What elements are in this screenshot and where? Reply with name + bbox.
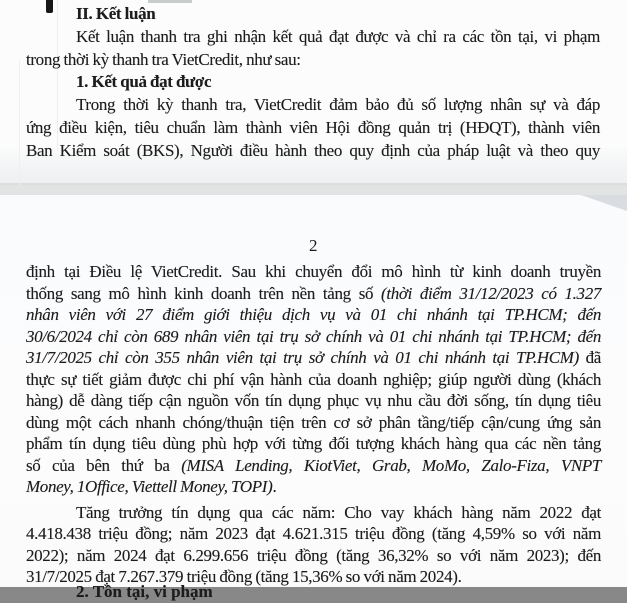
italic-text-segment: Money, 1Office, Viettell Money, TOPI) [26, 477, 273, 496]
text-segment: Kết luận thanh tra ghi nhận kết quả đạt được và chỉ ra các tồn tại, vi phạm [76, 26, 600, 46]
text-line [26, 304, 601, 326]
text-segment: hàng) dễ dàng tiếp cận nguồn vốn tín dụng phục vụ nhu cầu đời sống, tín dụng tiêu [26, 391, 601, 410]
text-line [26, 412, 601, 434]
text-segment: thực sự tiết giảm được chi phí vận hành của doanh nghiệp; giúp người dùng (khách [26, 369, 601, 389]
page-1 [0, 0, 627, 185]
text-line [26, 283, 601, 305]
text-line [26, 49, 600, 72]
text-segment: 31/7/2025 đạt 7.267.379 triệu đồng (tăng 15,36% so với năm 2024). [26, 567, 462, 586]
text-line [26, 390, 601, 412]
text-line: 2. Tồn tại, vi phạm [76, 582, 213, 601]
text-segment: 4.418.438 triệu đồng; năm 2023 đạt 4.621.315 triệu đồng (tăng 4,59% so với năm [26, 524, 601, 543]
text-line [26, 433, 601, 455]
text-line [26, 326, 601, 348]
text-line [26, 3, 600, 26]
scan-corner-smudge [581, 195, 627, 211]
text-segment: đã [578, 348, 601, 367]
page-gap-divider [0, 185, 627, 195]
text-line [26, 261, 601, 283]
text-segment: 2022); năm 2024 đạt 6.299.656 triệu đồng (tăng 36,32% so với năm 2023); đến [26, 545, 601, 565]
text-line [26, 476, 601, 498]
text-segment: số của bên thứ ba [26, 455, 182, 475]
text-segment: thống sang mô hình kinh doanh trên nền tảng số [26, 283, 382, 303]
text-line [26, 117, 600, 140]
page-2 [0, 195, 627, 601]
text-segment: ứng điều kiện, tiêu chuẩn làm thành viên Hội đồng quản trị (HĐQT), thành viên [26, 117, 600, 137]
page-number: 2 [309, 236, 318, 255]
text-line [26, 369, 601, 391]
text-segment: 1. Kết quả đạt được [76, 72, 212, 92]
italic-text-segment: (thời điểm 31/12/2023 có 1.327 [381, 283, 602, 303]
text-line [26, 140, 600, 163]
clipped-bottom-line [26, 582, 601, 601]
scan-crease-line [19, 60, 20, 185]
text-line [26, 94, 600, 117]
text-segment: trong thời kỳ thanh tra VietCredit, như sau: [26, 49, 301, 69]
text-segment: II. Kết luận [76, 4, 156, 23]
text-segment: phẩm tín dụng tiêu dùng phù hợp với từng đối tượng khách hàng qua các nền tảng [26, 434, 601, 453]
page1-text [26, 3, 600, 163]
text-line [26, 523, 601, 545]
italic-text-segment: (MISA Lending, KiotViet, Grab, MoMo, Zalo-Fiza, VNPT [181, 455, 601, 475]
italic-text-segment: nhân viên với 27 điểm giới thiệu dịch vụ và 01 chi nhánh tại TP.HCM; đến [26, 305, 601, 324]
page2-text [26, 261, 601, 588]
italic-text-segment: 31/7/2025 chỉ còn 355 nhân viên tại trụ sở chính và 01 chi nhánh tại TP.HCM) [26, 348, 579, 367]
text-segment: Ban Kiểm soát (BKS), Người điều hành theo quy định của pháp luật và theo quy [26, 140, 600, 160]
text-line [26, 502, 601, 524]
text-line [26, 26, 600, 49]
text-segment: dùng một cách nhanh chóng/thuận tiện trên cơ sở phân tầng/tiếp cận/cung ứng sản [26, 412, 601, 432]
text-segment: Tăng trưởng tín dụng qua các năm: Cho vay khách hàng năm 2022 đạt [76, 502, 601, 522]
text-line [26, 71, 600, 94]
text-segment: Trong thời kỳ thanh tra, VietCredit đảm bảo đủ số lượng nhân sự và đáp [76, 95, 600, 115]
italic-text-segment: 30/6/2024 chỉ còn 689 nhân viên tại trụ sở chính và 01 chi nhánh tại TP.HCM; đến [26, 326, 601, 346]
text-line [26, 545, 601, 567]
text-line [26, 347, 601, 369]
text-segment: định tại Điều lệ VietCredit. Sau khi chuyển đổi mô hình từ kinh doanh truyền [26, 262, 601, 281]
text-line [26, 455, 601, 477]
text-segment: . [272, 477, 277, 496]
